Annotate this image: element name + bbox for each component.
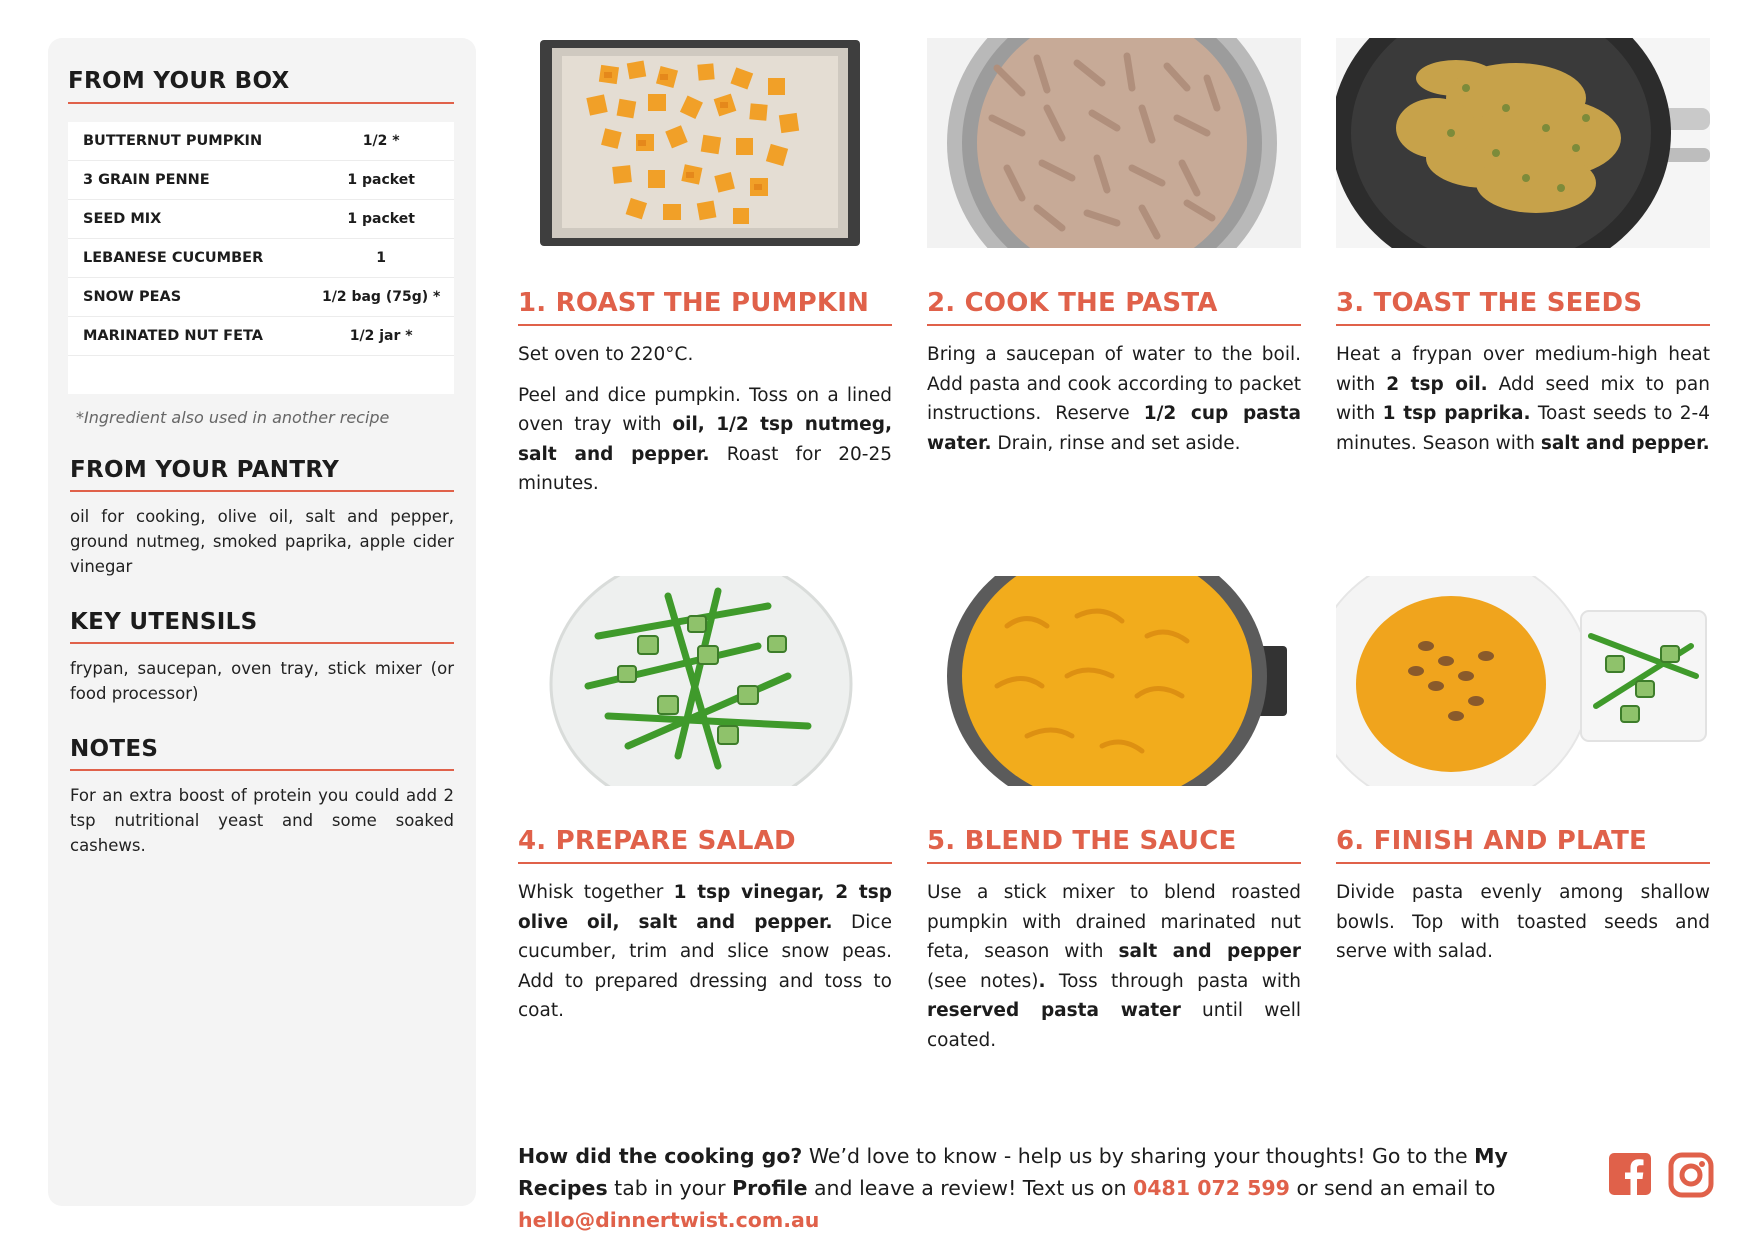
ingredient-quantity: 1/2 bag (75g) *	[321, 289, 441, 305]
step-title: 3. TOAST THE SEEDS	[1336, 288, 1710, 326]
highlighted-ingredient: 1/2 cup pasta water.	[927, 403, 1302, 454]
ingredient-row	[68, 200, 454, 239]
instruction-text: Toast seeds to 2-4 minutes. Season with	[1336, 403, 1710, 454]
ingredient-row	[68, 122, 454, 161]
ingredient-name: 3 GRAIN PENNE	[83, 172, 210, 188]
notes-section	[68, 736, 454, 858]
blend-sauce-photo	[927, 576, 1301, 786]
ingredient-name: BUTTERNUT PUMPKIN	[83, 133, 263, 149]
instruction-text: Heat a frypan over medium-high heat with	[1336, 344, 1710, 395]
ingredient-quantity: 1 packet	[347, 172, 415, 188]
ingredient-name: SNOW PEAS	[83, 289, 182, 305]
step-title: 2. COOK THE PASTA	[927, 288, 1301, 326]
footer-bold-text: How did the cooking go?	[518, 1144, 803, 1168]
step-instructions	[1336, 340, 1710, 458]
step-1	[518, 38, 892, 510]
instruction-paragraph	[927, 878, 1301, 1055]
instruction-text: Roast for 20-25 minutes.	[518, 443, 892, 494]
utensils-section	[68, 609, 454, 706]
highlighted-ingredient: 2 tsp oil.	[1386, 373, 1488, 395]
ingredient-name: LEBANESE CUCUMBER	[83, 250, 264, 266]
step-instructions	[1336, 878, 1710, 967]
highlighted-ingredient: 1 tsp paprika.	[1382, 403, 1531, 424]
finish-plate-photo	[1336, 576, 1710, 786]
highlighted-ingredient: oil, 1/2 tsp nutmeg, salt and pepper.	[518, 414, 892, 465]
instruction-paragraph	[518, 878, 892, 1026]
instruction-text: Whisk together	[518, 882, 674, 903]
step-instructions	[518, 878, 892, 1026]
instruction-text: Use a stick mixer to blend roasted pumpkin with drained marinated nut feta, season with	[927, 882, 1301, 962]
instruction-paragraph	[1336, 340, 1710, 458]
ingredient-name: MARINATED NUT FETA	[83, 328, 263, 344]
cook-pasta-photo	[927, 38, 1301, 248]
ingredients-table	[68, 122, 454, 394]
instruction-paragraph	[518, 381, 892, 499]
instruction-text: Dice cucumber, trim and slice snow peas. Add to prepared dressing and toss to coat.	[518, 911, 892, 1021]
email-link[interactable]: hello@dinnertwist.com.au	[518, 1208, 820, 1232]
instruction-text: Toss through pasta with	[1045, 970, 1301, 992]
step-4	[518, 576, 892, 1037]
facebook-link[interactable]	[1608, 1152, 1652, 1196]
feedback-message	[518, 1140, 1578, 1236]
instruction-paragraph	[927, 340, 1301, 458]
from-your-pantry-heading: FROM YOUR PANTRY	[70, 457, 454, 492]
step-6	[1336, 576, 1710, 978]
step-instructions	[927, 878, 1301, 1055]
ingredient-row	[68, 278, 454, 317]
phone-link[interactable]: 0481 072 599	[1133, 1176, 1290, 1200]
step-2	[927, 38, 1301, 469]
ingredient-row	[68, 317, 454, 356]
footer-text: or send an email to	[1289, 1176, 1496, 1200]
ingredients-sidebar	[48, 38, 476, 1206]
pantry-section	[68, 457, 454, 579]
from-your-box-heading: FROM YOUR BOX	[68, 68, 454, 104]
ingredient-quantity: 1/2 jar *	[349, 328, 413, 344]
instruction-text: Drain, rinse and set aside.	[991, 432, 1241, 454]
step-5	[927, 576, 1301, 1066]
instruction-paragraph	[518, 340, 892, 370]
step-instructions	[518, 340, 892, 499]
instruction-text: Add seed mix to pan with	[1336, 373, 1710, 424]
utensils-text: frypan, saucepan, oven tray, stick mixer (or food processor)	[70, 659, 454, 703]
toast-seeds-photo	[1336, 38, 1710, 248]
instruction-text: until well coated.	[927, 1000, 1301, 1051]
step-instructions	[927, 340, 1301, 458]
notes-text: For an extra boost of protein you could add 2 tsp nutritional yeast and some soaked cashews.	[70, 786, 454, 855]
step-title: 6. FINISH AND PLATE	[1336, 826, 1710, 864]
footer-text: and leave a review! Text us on	[807, 1176, 1134, 1200]
footnote: *Ingredient also used in another recipe	[76, 408, 390, 427]
ingredient-row	[68, 161, 454, 200]
instagram-link[interactable]	[1668, 1152, 1714, 1198]
footer-bold-text: Profile	[732, 1176, 808, 1200]
step-title: 5. BLEND THE SAUCE	[927, 826, 1301, 864]
roast-pumpkin-photo	[518, 38, 892, 248]
ingredient-row	[68, 239, 454, 278]
instruction-text: Peel and dice pumpkin. Toss on a lined oven tray with	[518, 384, 892, 435]
facebook-icon	[1608, 1152, 1652, 1196]
step-title: 4. PREPARE SALAD	[518, 826, 892, 864]
instruction-text: Bring a saucepan of water to the boil. Add pasta and cook according to packet instructions. Reserve	[927, 344, 1301, 424]
instruction-paragraph	[1336, 878, 1710, 967]
highlighted-ingredient: 1 tsp vinegar, 2 tsp olive oil, salt and pepper.	[518, 882, 893, 933]
pantry-text: oil for cooking, olive oil, salt and pepper, ground nutmeg, smoked paprika, apple cider vinegar	[70, 507, 454, 576]
key-utensils-heading: KEY UTENSILS	[70, 609, 454, 644]
ingredient-quantity: 1	[376, 250, 387, 266]
highlighted-ingredient: reserved pasta water	[927, 1000, 1181, 1021]
highlighted-ingredient: .	[1038, 970, 1046, 992]
footer-text: tab in your	[607, 1176, 733, 1200]
ingredient-quantity: 1 packet	[347, 211, 415, 227]
ingredient-name: SEED MIX	[83, 211, 162, 227]
step-3	[1336, 38, 1710, 469]
ingredient-quantity: 1/2 *	[362, 133, 400, 149]
instruction-text: Set oven to 220°C.	[518, 344, 694, 365]
prepare-salad-photo	[518, 576, 892, 786]
highlighted-ingredient: salt and pepper.	[1540, 432, 1710, 454]
footer-bold-text: My Recipes	[518, 1144, 1508, 1200]
notes-heading: NOTES	[70, 736, 454, 771]
step-title: 1. ROAST THE PUMPKIN	[518, 288, 892, 326]
instruction-text: (see notes)	[927, 970, 1039, 992]
highlighted-ingredient: salt and pepper	[1118, 941, 1302, 962]
footer-text: We’d love to know - help us by sharing your thoughts! Go to the	[802, 1144, 1475, 1168]
instruction-text: Divide pasta evenly among shallow bowls. Top with toasted seeds and serve with salad.	[1336, 882, 1710, 962]
instagram-icon	[1668, 1152, 1714, 1198]
ingredient-row-empty	[68, 356, 454, 394]
